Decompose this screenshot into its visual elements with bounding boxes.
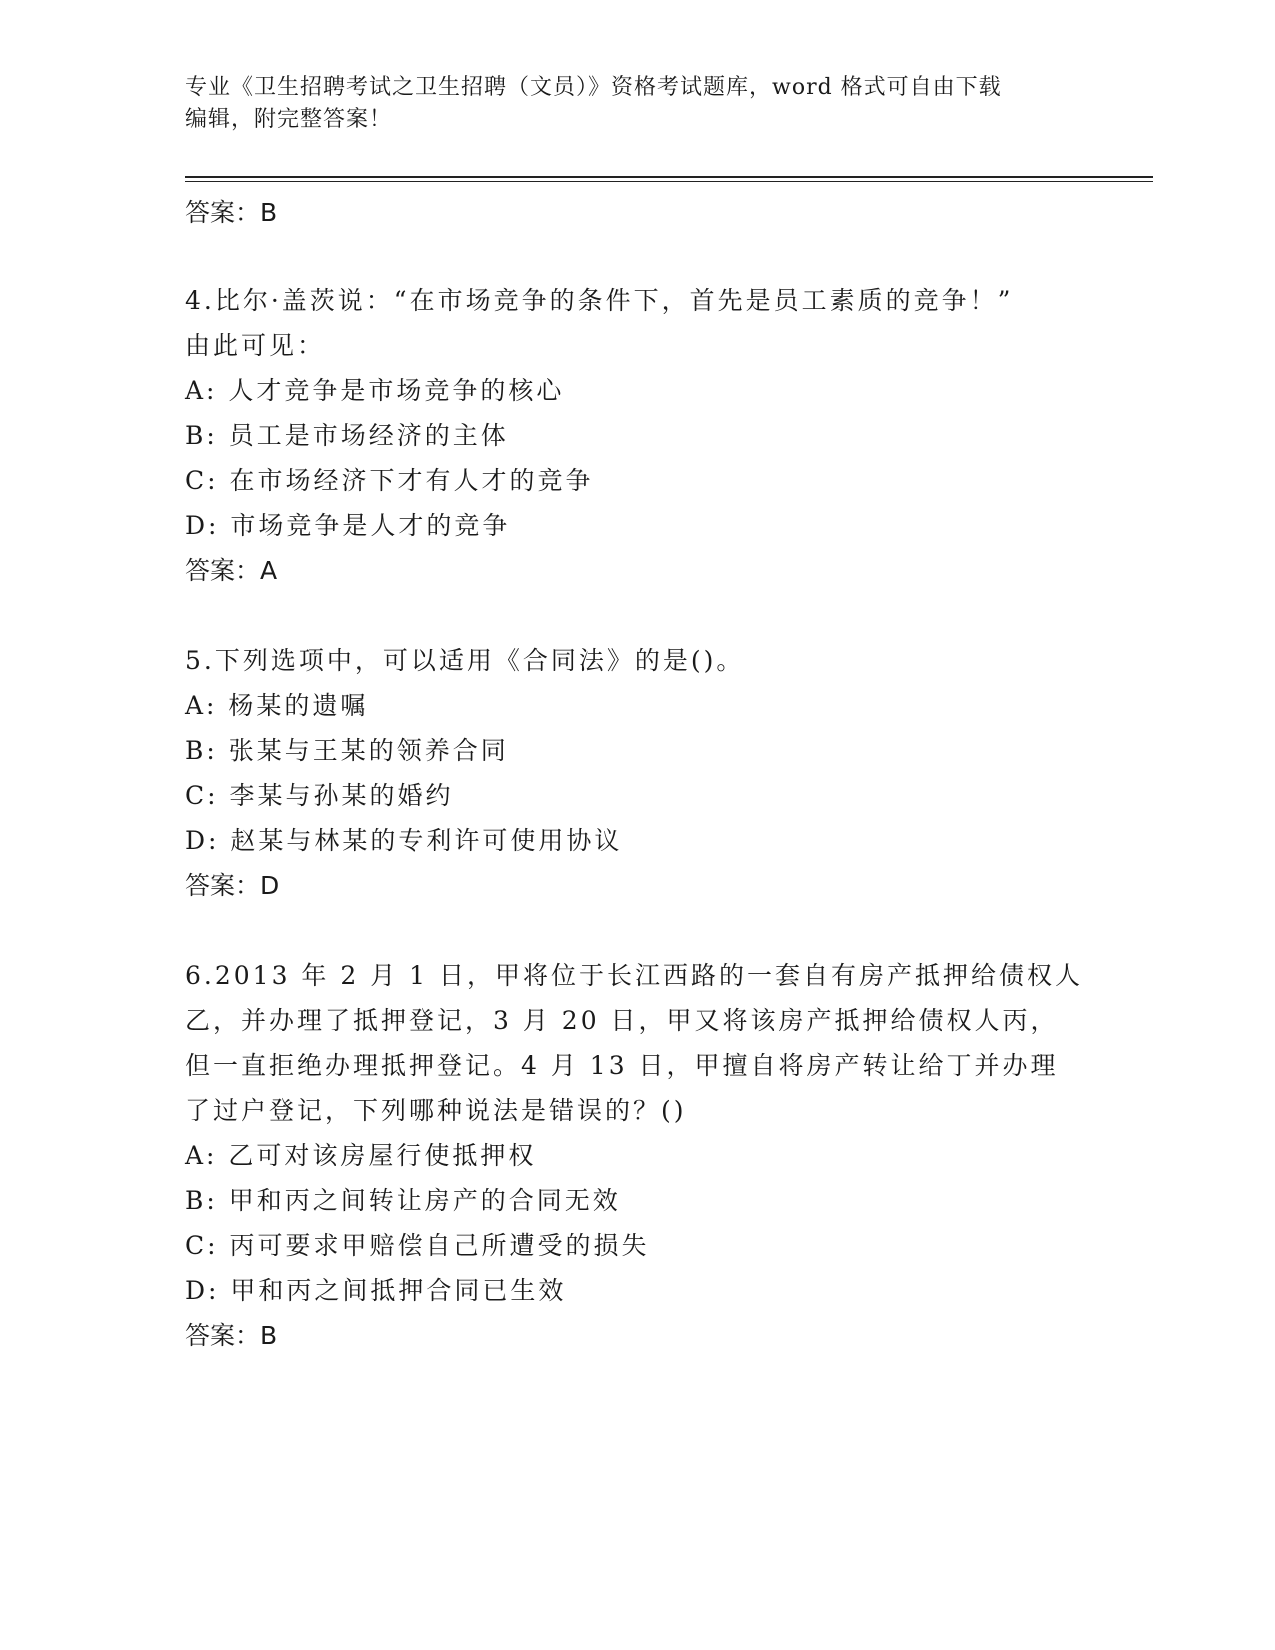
header-line-2: 编辑，附完整答案！ <box>185 107 393 132</box>
question-stem-line: 了过户登记，下列哪种说法是错误的？() <box>185 1096 687 1125</box>
previous-answer: 答案：B <box>185 198 278 227</box>
option-c: C: 在市场经济下才有人才的竞争 <box>185 466 594 495</box>
question-6 <box>185 953 1085 1359</box>
option-a: A: 人才竞争是市场竞争的核心 <box>185 376 565 405</box>
option-b: B: 张某与王某的领养合同 <box>185 736 509 765</box>
option-b: B: 员工是市场经济的主体 <box>185 421 509 450</box>
header-line-1: 专业《卫生招聘考试之卫生招聘（文员）》资格考试题库，word 格式可自由下载 <box>185 75 1002 100</box>
option-c: C: 李某与孙某的婚约 <box>185 781 454 810</box>
question-stem-line: 4.比尔·盖茨说：“在市场竞争的条件下，首先是员工素质的竞争！” <box>185 286 1014 315</box>
question-stem <box>185 278 1085 368</box>
option-a: A: 乙可对该房屋行使抵押权 <box>185 1141 537 1170</box>
option-d: D: 市场竞争是人才的竞争 <box>185 511 511 540</box>
question-stem-line: 但一直拒绝办理抵押登记。4 月 13 日，甲擅自将房产转让给丁并办理 <box>185 1051 1059 1080</box>
question-stem-line: 6.2013 年 2 月 1 日，甲将位于长江西路的一套自有房产抵押给债权人 <box>185 961 1084 990</box>
question-stem-line: 乙，并办理了抵押登记，3 月 20 日，甲又将该房产抵押给债权人丙， <box>185 1006 1059 1035</box>
document-body <box>185 190 1085 1359</box>
spacer <box>185 909 1085 953</box>
question-stem <box>185 638 1085 683</box>
question-stem-line: 5.下列选项中，可以适用《合同法》的是()。 <box>185 646 745 675</box>
answer: 答案：D <box>185 871 280 900</box>
answer: 答案：A <box>185 556 278 585</box>
option-a: A: 杨某的遗嘱 <box>185 691 369 720</box>
option-d: D: 赵某与林某的专利许可使用协议 <box>185 826 623 855</box>
question-4 <box>185 278 1085 594</box>
question-stem <box>185 953 1085 1133</box>
question-5 <box>185 638 1085 909</box>
header-rule-thick <box>185 176 1153 178</box>
option-b: B: 甲和丙之间转让房产的合同无效 <box>185 1186 621 1215</box>
option-d: D: 甲和丙之间抵押合同已生效 <box>185 1276 567 1305</box>
answer: 答案：B <box>185 1321 278 1350</box>
document-header <box>185 72 1065 136</box>
question-stem-line: 由此可见： <box>185 331 326 360</box>
spacer <box>185 236 1085 278</box>
header-rule-thin <box>185 181 1153 182</box>
option-c: C: 丙可要求甲赔偿自己所遭受的损失 <box>185 1231 650 1260</box>
spacer <box>185 594 1085 638</box>
